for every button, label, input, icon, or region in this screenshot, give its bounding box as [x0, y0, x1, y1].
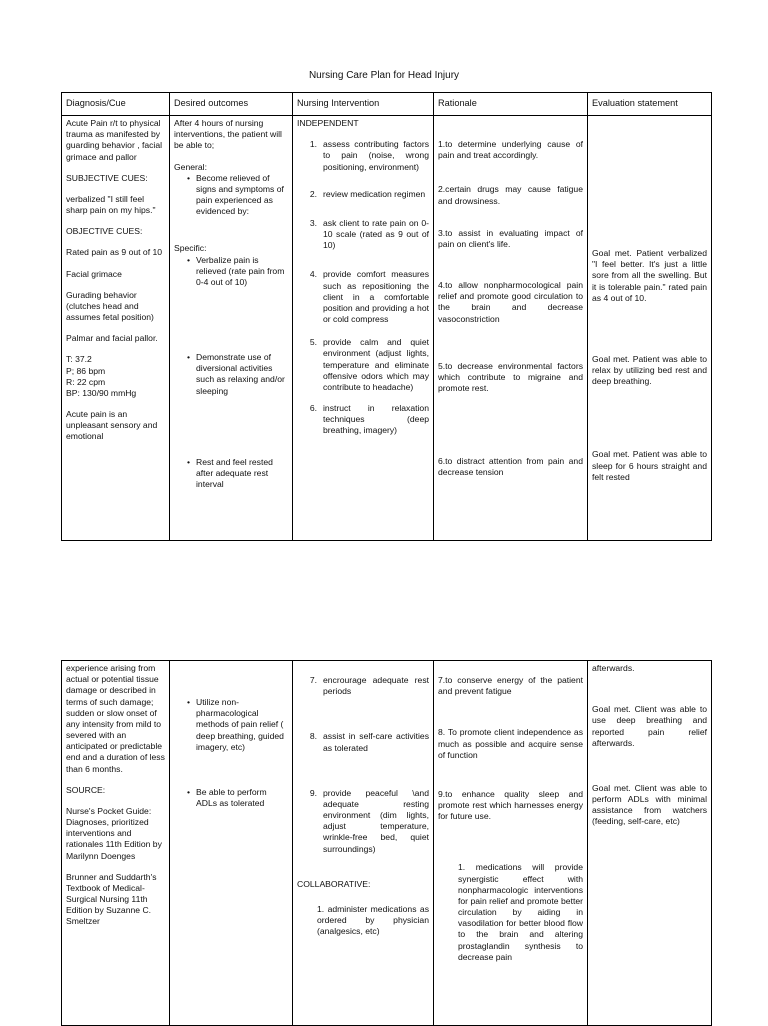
vital-pulse: P; 86 bpm	[66, 365, 106, 376]
item-number: 2.	[309, 188, 317, 199]
collaborative-rationale-1: 1. medications will provide synergistic effect with nonpharmacologic interventions for pain relief and promote better circulation by aiding in vasodilation for better blood flow to the brain and altering prostaglandin synthesis to decrease pain	[458, 862, 583, 962]
bullet-icon: •	[186, 352, 190, 363]
evaluation-5: Goal met. Client was able to perform ADLs with minimal assistance from watchers (feeding, self-care, etc)	[592, 782, 707, 827]
specific-goal-2: Demonstrate use of diversional activities such as relaxing and/or sleeping	[196, 352, 285, 396]
header-diagnosis: Diagnosis/Cue	[62, 93, 170, 116]
objective-cue: Facial grimace	[66, 268, 122, 279]
evaluation-1: Goal met. Patient verbalized "I feel better. It's just a little sore from all the swelling. But it is tolerable pain." rated pain as 4 out of 10.	[592, 248, 707, 303]
specific-goal-1: Verbalize pain is relieved (rate pain from 0-4 out of 10)	[196, 254, 285, 287]
rationale-cell	[434, 661, 588, 1026]
item-number: 4.	[309, 269, 317, 280]
table-row	[62, 116, 712, 541]
rationale-9: 9.to enhance quality sleep and promote rest which harnesses energy for future use.	[438, 788, 583, 822]
intervention-5: provide calm and quiet environment (adjust lights, temperature and eliminate offensive odors which may contribute to headache)	[323, 337, 429, 392]
objective-cue: Rated pain as 9 out of 10	[66, 247, 163, 258]
objective-label: OBJECTIVE CUES:	[66, 226, 143, 237]
rationale-1: 1.to determine underlying cause of pain and treat accordingly.	[438, 139, 583, 161]
intervention-8: assist in self-care activities as tolerated	[323, 731, 429, 753]
intervention-7: encrourage adequate rest periods	[323, 675, 429, 697]
header-evaluation: Evaluation statement	[588, 93, 712, 116]
diagnosis-cell	[62, 116, 170, 541]
header-intervention: Nursing Intervention	[293, 93, 434, 116]
evaluation-2: Goal met. Patient was able to relax by utilizing bed rest and deep breathing.	[592, 353, 707, 387]
evaluation-3: Goal met. Patient was able to sleep for 6 hours straight and felt rested	[592, 449, 707, 482]
bullet-icon: •	[186, 172, 190, 183]
source-1: Nurse's Pocket Guide: Diagnoses, prioritized interventions and rationales 11th Edition by Marilynn Doenges	[66, 805, 162, 861]
document-title: Nursing Care Plan for Head Injury	[308, 70, 460, 81]
rationale-8: 8. To promote client independence as much as possible and acquire sense of function	[438, 727, 583, 760]
intervention-1: assess contributing factors to pain (noise, wrong positioning, environment)	[323, 139, 429, 172]
subjective-label: SUBJECTIVE CUES:	[66, 172, 148, 183]
general-label: General:	[174, 161, 207, 172]
table-row	[62, 661, 712, 1026]
source-2: Brunner and Suddarth's Textbook of Medical-Surgical Nursing 11th Edition by Suzanne C. Smeltzer	[66, 871, 157, 927]
outcomes-cell	[170, 116, 293, 541]
source-label: SOURCE:	[66, 784, 106, 795]
bullet-icon: •	[186, 697, 190, 707]
interventions-cell	[293, 116, 434, 541]
intervention-4: provide comfort measures such as repositioning the client in a comfortable position and providing a hot or cold compress	[323, 269, 429, 325]
vital-signs	[66, 354, 165, 399]
intervention-2: review medication regimen	[323, 188, 426, 199]
diagnosis-statement: Acute Pain r/t to physical trauma as manifested by guarding behavior , facial grimace and pallor	[66, 118, 163, 162]
table-header-row	[62, 93, 712, 116]
evaluation-cell	[588, 661, 712, 1026]
rationale-cell	[434, 116, 588, 541]
rationale-4: 4.to allow nonpharmocological pain relief and promote good circulation to the brain and decrease vasoconstriction	[438, 280, 583, 324]
rationale-2: 2.certain drugs may cause fatigue and drowsiness.	[438, 184, 583, 206]
intervention-9: provide peaceful \and adequate resting environment (dim lights, adjust temperature, wrinkle-free bed, quiet surroundings)	[323, 787, 429, 854]
definition-part2: experience arising from actual or potential tissue damage or described in terms of such damage; sudden or slow onset of any intensity from mild to severed with an anticipated or predictable end and a duration of less than 6 months.	[66, 663, 165, 774]
header-rationale: Rationale	[434, 93, 588, 116]
specific-goal-5: Be able to perform ADLs as tolerated	[196, 786, 267, 809]
vital-resp: R: 22 cpm	[66, 376, 106, 387]
collaborative-1: 1. administer medications as ordered by physician (analgesics, etc)	[317, 903, 429, 937]
item-number: 9.	[309, 787, 317, 798]
collaborative-label: COLLABORATIVE:	[297, 878, 371, 889]
bullet-icon: •	[186, 786, 190, 797]
specific-goal-3: Rest and feel rested after adequate rest interval	[196, 456, 273, 490]
outcomes-intro: After 4 hours of nursing interventions, the patient will be able to;	[174, 118, 282, 151]
diagnosis-cell	[62, 661, 170, 1026]
item-number: 5.	[309, 337, 317, 348]
item-number: 3.	[309, 217, 317, 228]
item-number: 8.	[309, 731, 317, 742]
rationale-6: 6.to distract attention from pain and decrease tension	[438, 456, 583, 478]
objective-cue: Palmar and facial pallor.	[66, 333, 158, 344]
intervention-6: instruct in relaxation techniques (deep breathing, imagery)	[323, 403, 429, 436]
evaluation-cell	[588, 116, 712, 541]
item-number: 1.	[309, 139, 317, 150]
care-plan-table-page1	[61, 92, 712, 541]
item-number: 6.	[309, 403, 317, 414]
interventions-cell	[293, 661, 434, 1026]
rationale-7: 7.to conserve energy of the patient and prevent fatigue	[438, 675, 583, 697]
independent-label: INDEPENDENT	[297, 118, 359, 128]
evaluation-3-cont: afterwards.	[592, 663, 635, 673]
evaluation-4: Goal met. Client was able to use deep breathing and reported pain relief afterwards.	[592, 704, 707, 748]
specific-goal-4: Utilize non-pharmacological methods of pain relief ( deep breathing, guided imagery, etc)	[196, 697, 284, 752]
bullet-icon: •	[186, 254, 190, 265]
subjective-cue: verbalized "I still feel sharp pain on my hips."	[66, 193, 156, 216]
outcomes-cell	[170, 661, 293, 1026]
objective-cue: Gurading behavior (clutches head and assumes fetal position)	[66, 289, 154, 323]
vital-bp: BP: 130/90 mmHg	[66, 387, 137, 398]
header-outcomes: Desired outcomes	[170, 93, 293, 116]
intervention-3: ask client to rate pain on 0-10 scale (rated as 9 out of 10)	[323, 217, 429, 251]
rationale-3: 3.to assist in evaluating impact of pain on client's life.	[438, 227, 583, 249]
vital-temp: T: 37.2	[66, 354, 92, 365]
specific-label: Specific:	[174, 243, 207, 254]
rationale-5: 5.to decrease environmental factors which contribute to migraine and promote rest.	[438, 360, 583, 394]
bullet-icon: •	[186, 456, 190, 467]
general-goal: Become relieved of signs and symptoms of pain experienced as evidenced by:	[196, 172, 284, 217]
definition-part1: Acute pain is an unpleasant sensory and emotional	[66, 409, 158, 442]
care-plan-table-page2	[61, 660, 712, 1026]
item-number: 7.	[309, 675, 317, 685]
